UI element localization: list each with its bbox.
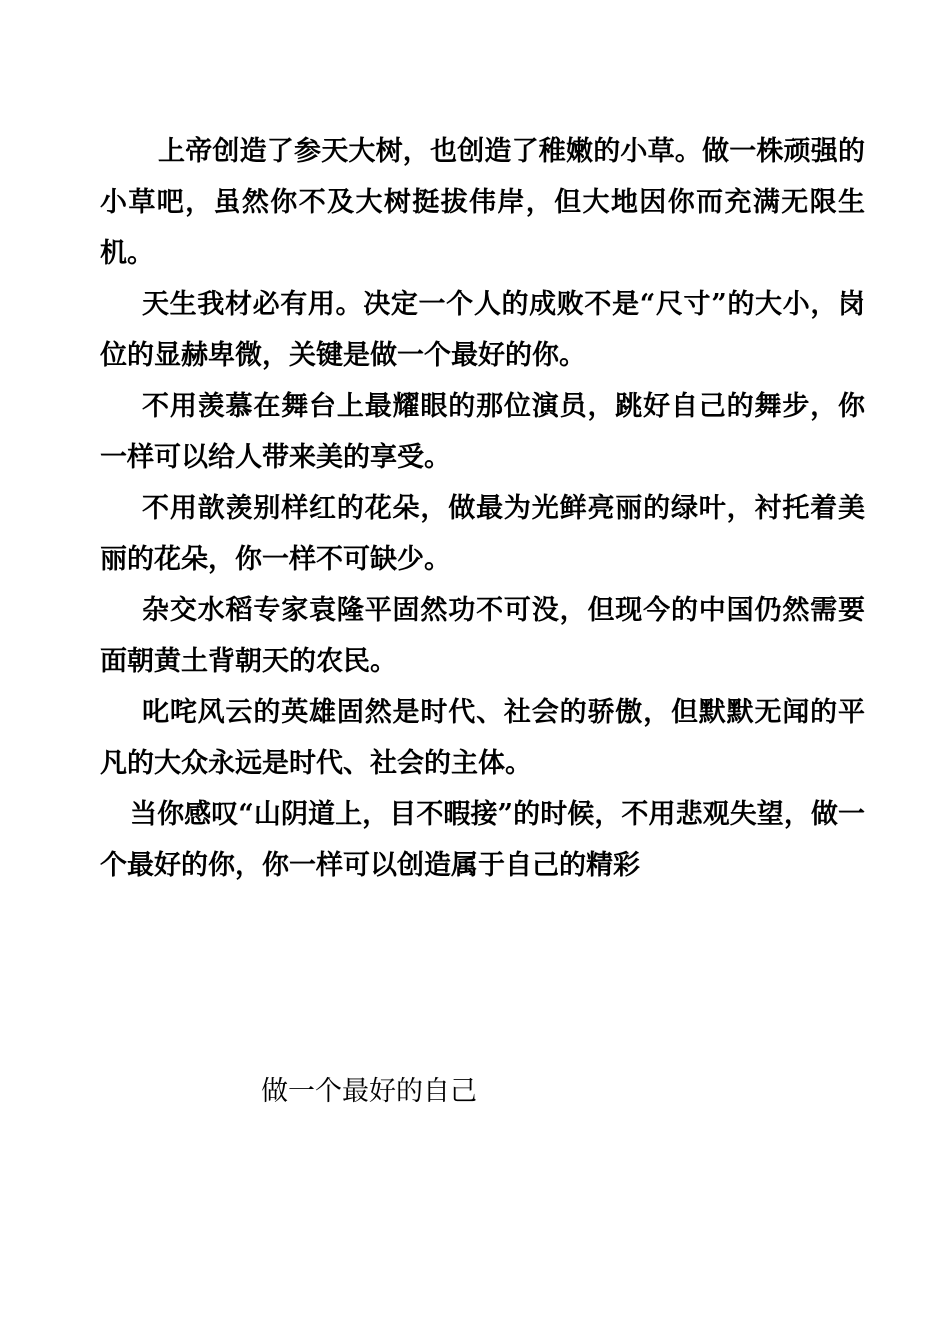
essay-body <box>100 126 865 891</box>
paragraph-5: 杂交水稻专家袁隆平固然功不可没，但现今的中国仍然需要面朝黄土背朝天的农民。 <box>100 595 865 677</box>
paragraph-2: 天生我材必有用。决定一个人的成败不是“尺寸”的大小，岗位的显赫卑微，关键是做一个最好的你。 <box>100 289 865 371</box>
paragraph-6: 叱咤风云的英雄固然是时代、社会的骄傲，但默默无闻的平凡的大众永远是时代、社会的主体。 <box>100 697 865 779</box>
footer-title: 做一个最好的自己 <box>261 1076 477 1107</box>
paragraph-3: 不用羡慕在舞台上最耀眼的那位演员，跳好自己的舞步，你一样可以给人带来美的享受。 <box>100 391 865 473</box>
paragraph-7: 当你感叹“山阴道上，目不暇接”的时候，不用悲观失望，做一个最好的你，你一样可以创造属于自己的精彩 <box>100 799 865 881</box>
paragraph-4: 不用歆羡别样红的花朵，做最为光鲜亮丽的绿叶，衬托着美丽的花朵，你一样不可缺少。 <box>100 493 865 575</box>
paragraph-1: 上帝创造了参天大树，也创造了稚嫩的小草。做一株顽强的小草吧，虽然你不及大树挺拔伟岸，但大地因你而充满无限生机。 <box>100 136 865 269</box>
